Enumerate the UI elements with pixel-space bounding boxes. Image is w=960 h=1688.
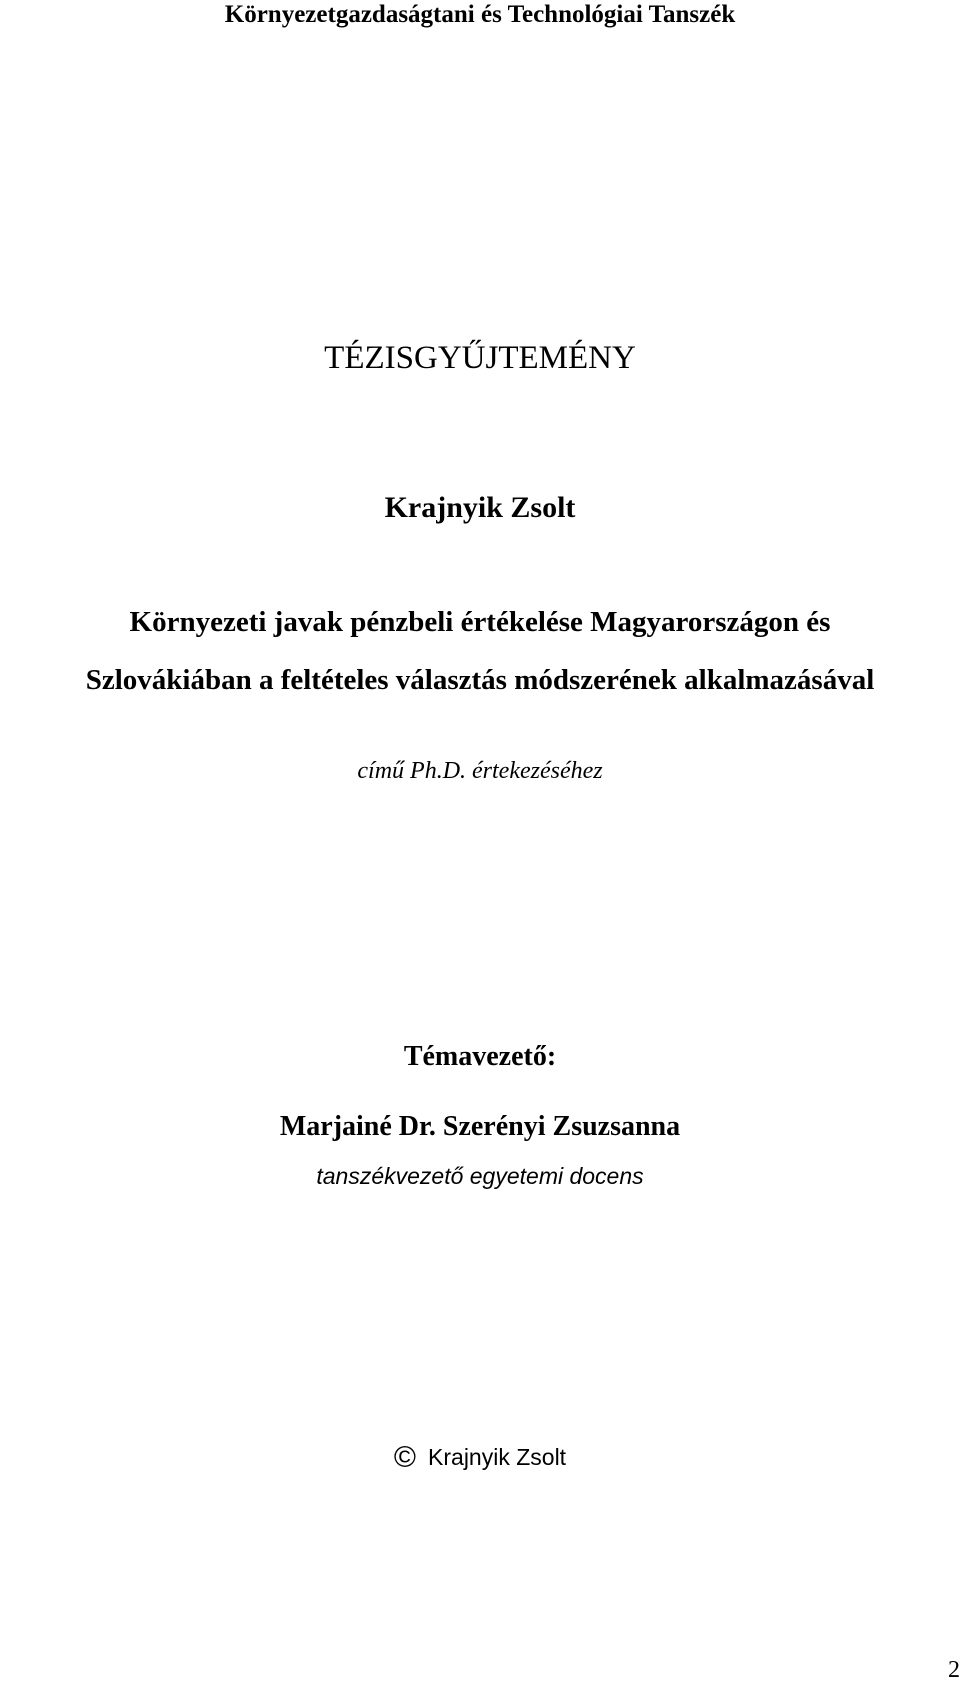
- supervisor-label: Témavezető:: [403, 1041, 557, 1072]
- copyright-holder: Krajnyik Zsolt: [428, 1444, 567, 1470]
- department-header: Környezetgazdaságtani és Technológiai Tanszék: [224, 1, 736, 28]
- page-number: 2: [948, 1657, 960, 1683]
- copyright-line: [0, 1442, 960, 1473]
- author-name: Krajnyik Zsolt: [384, 491, 576, 524]
- thesis-title-line-2: Szlovákiában a feltételes választás módszerének alkalmazásával: [85, 664, 875, 696]
- thesis-title-line-1: Környezeti javak pénzbeli értékelése Magyarországon és: [129, 606, 831, 638]
- thesis-subtitle: című Ph.D. értekezéséhez: [357, 758, 603, 784]
- document-type: TÉZISGYŰJTEMÉNY: [324, 340, 636, 376]
- supervisor-role: tanszékvezető egyetemi docens: [316, 1163, 644, 1189]
- supervisor-name: Marjainé Dr. Szerényi Zsuzsanna: [279, 1111, 681, 1142]
- copyright-icon: ©: [393, 1441, 417, 1474]
